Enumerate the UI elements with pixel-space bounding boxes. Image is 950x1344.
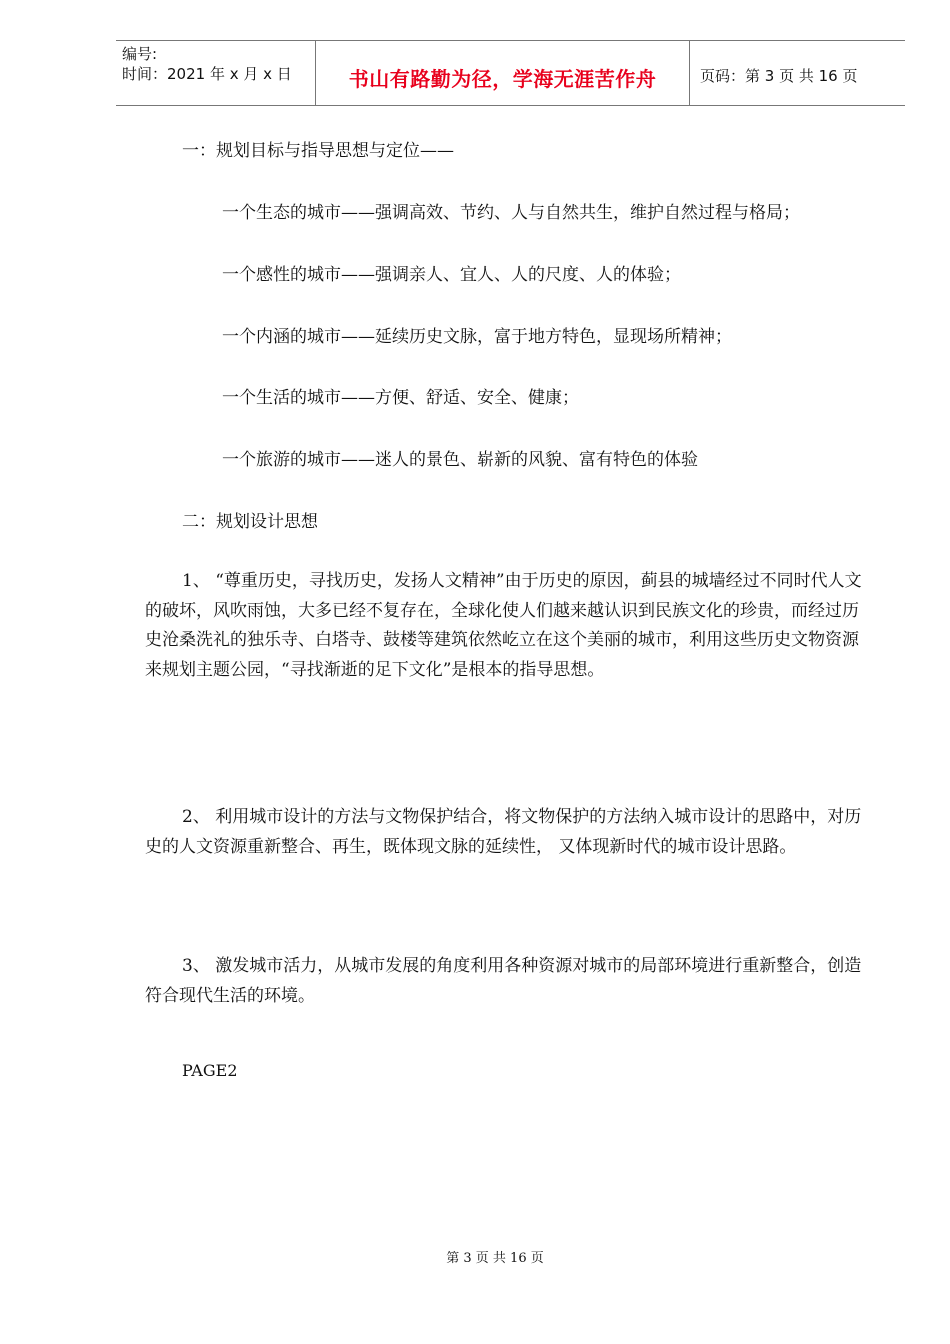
section-heading-1: 一：规划目标与指导思想与定位—— (182, 141, 454, 161)
date-label: 时间：2021 年 x 月 x 日 (122, 65, 292, 83)
goal-item: 一个感性的城市——强调亲人、宜人、人的尺度、人的体验； (222, 265, 681, 285)
page-header (116, 40, 905, 106)
page-footer: 第 3 页 共 16 页 (446, 1251, 544, 1266)
paragraph-3: 3、 激发城市活力，从城市发展的角度利用各种资源对城市的局部环境进行重新整合，创造符合现代生活的环境。 (145, 956, 862, 1006)
section-heading-2: 二：规划设计思想 (182, 512, 318, 532)
header-page-cell (690, 41, 905, 105)
serial-number-label: 编号: (122, 45, 158, 63)
page-marker: PAGE2 (182, 1061, 238, 1080)
motto-text: 书山有路勤为径，学海无涯苦作舟 (348, 67, 657, 91)
header-motto-cell (316, 41, 690, 105)
goal-item: 一个生态的城市——强调高效、节约、人与自然共生，维护自然过程与格局； (222, 203, 800, 223)
header-page-info: 页码：第 3 页 共 16 页 (700, 67, 858, 85)
goal-item: 一个旅游的城市——迷人的景色、崭新的风貌、富有特色的体验 (222, 450, 698, 470)
goal-item: 一个生活的城市——方便、舒适、安全、健康； (222, 388, 579, 408)
paragraph-1: 1、 “尊重历史，寻找历史，发扬人文精神”由于历史的原因，蓟县的城墙经过不同时代人文的破坏，风吹雨蚀，大多已经不复存在，全球化使人们越来越认识到民族文化的珍贵，而经过历史沧桑洗礼的独乐寺、白塔寺、鼓楼等建筑依然屹立在这个美丽的城市，利用这些历史文物资源来规划主题公园，“寻找渐逝的足下文化”是根本的指导思想。 (145, 571, 862, 680)
goal-item: 一个内涵的城市——延续历史文脉，富于地方特色，显现场所精神； (222, 327, 732, 347)
header-meta-cell (116, 41, 316, 105)
paragraph-2: 2、 利用城市设计的方法与文物保护结合，将文物保护的方法纳入城市设计的思路中，对历史的人文资源重新整合、再生，既体现文脉的延续性， 又体现新时代的城市设计思路。 (145, 807, 862, 857)
